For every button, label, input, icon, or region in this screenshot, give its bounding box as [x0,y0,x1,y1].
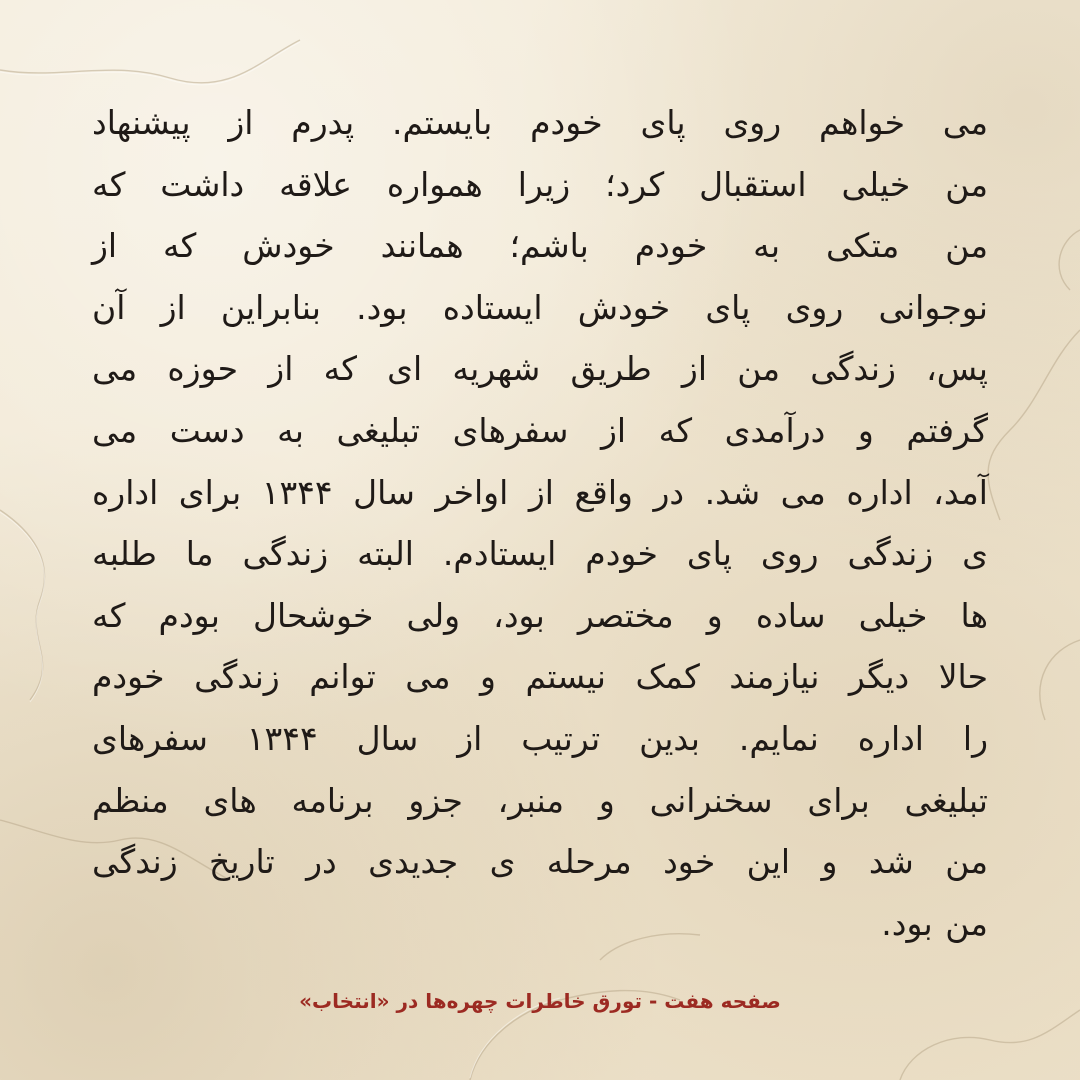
body-line: آمد، اداره می شد. در واقع از اواخر سال ۱۳۴۴ برای اداره [92,472,988,512]
body-line: ی زندگی روی پای خودم ایستادم. البته زندگی ما طلبه [92,534,988,574]
body-line: من بود. [881,903,988,943]
body-line: پس، زندگی من از طریق شهریه ای که از حوزه می [92,349,988,389]
body-line: من شد و این خود مرحله ی جدیدی در تاریخ زندگی [92,842,988,882]
body-line: من متکی به خودم باشم؛ همانند خودش که از [92,226,988,266]
body-line: ها خیلی ساده و مختصر بود، ولی خوشحال بودم که [92,595,988,635]
body-line: من خیلی استقبال کرد؛ زیرا همواره علاقه داشت که [92,164,988,204]
body-line: می خواهم روی پای خودم بایستم. پدرم از پیشنهاد [92,103,988,142]
body-line: حالا دیگر نیازمند کمک نیستم و می توانم زندگی خودم [92,657,988,697]
page-caption: صفحه هفت - تورق خاطرات چهره‌ها در «انتخاب» [299,989,781,1013]
body-line: را اداره نمایم. بدین ترتیب از سال ۱۳۴۴ سفرهای [92,718,989,758]
body-line: گرفتم و درآمدی که از سفرهای تبلیغی به دست می [92,410,988,450]
body-line: تبلیغی برای سخنرانی و منبر، جزو برنامه های منظم [92,780,988,820]
body-line: نوجوانی روی پای خودش ایستاده بود. بنابراین از آن [92,287,988,327]
body-text [92,92,988,954]
